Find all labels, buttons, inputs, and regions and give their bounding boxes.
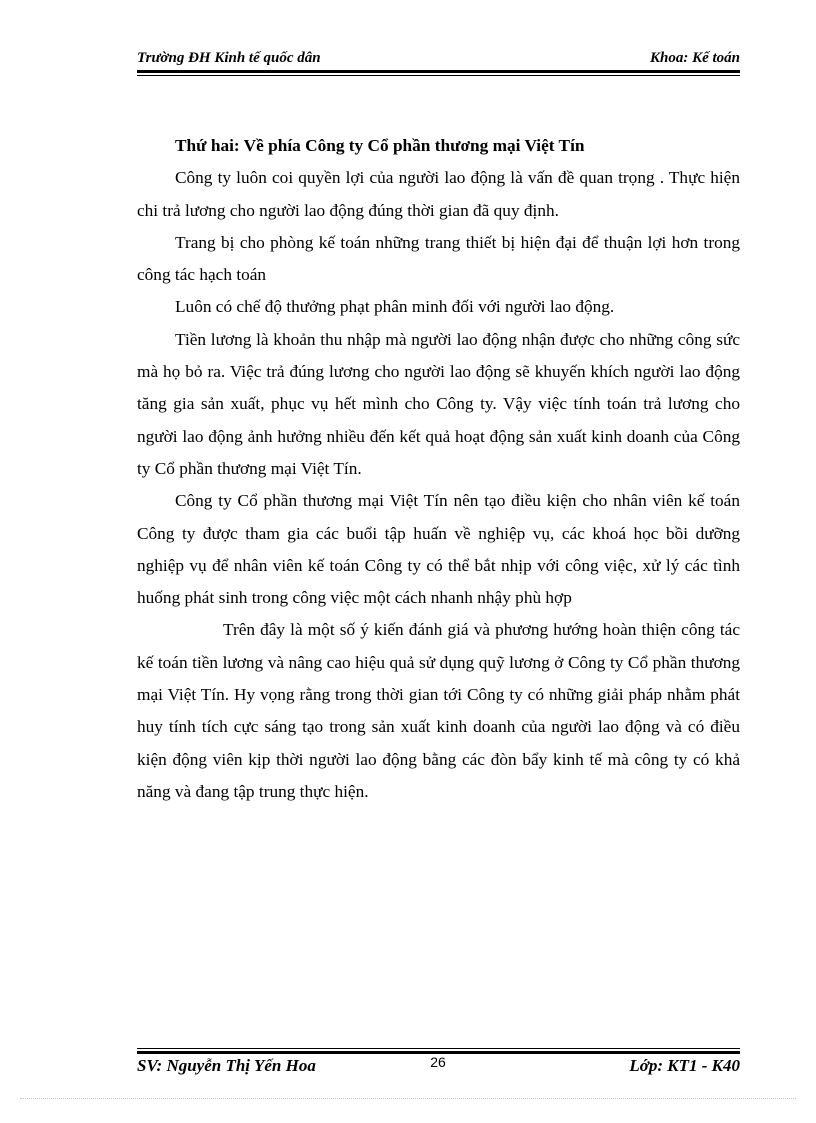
paragraph: Trang bị cho phòng kế toán những trang thiết bị hiện đại để thuận lợi hơn trong công tác hạch toán xyxy=(137,232,740,285)
page-footer xyxy=(137,1054,740,1078)
paragraph: Công ty luôn coi quyền lợi của người lao động là vấn đề quan trọng . Thực hiện chi trả lương cho người lao động đúng thời gian đã quy định. xyxy=(137,168,740,220)
header-school: Trường ĐH Kinh tế quốc dân xyxy=(137,50,321,66)
paragraph: Luôn có chế độ thưởng phạt phân minh đối với người lao động. xyxy=(175,297,615,317)
header-faculty: Khoa: Kế toán xyxy=(649,50,740,66)
paragraph: Công ty Cổ phần thương mại Việt Tín nên tạo điều kiện cho nhân viên kế toán Công ty được tham gia các buổi tập huấn về nghiệp vụ, các khoá học bồi dưỡng nghiệp vụ để nhân viên kế toán Công ty có thể bắt nhịp với công việc, xử lý các tình huống phát sinh trong công việc một cách nhanh nhậy phù hợp xyxy=(137,491,740,608)
header-rule-thick xyxy=(137,70,740,73)
page-number: 26 xyxy=(430,1054,446,1070)
page-header xyxy=(137,48,740,68)
header-rule-thin xyxy=(137,75,740,76)
footer-class: Lớp: KT1 - K40 xyxy=(629,1056,740,1075)
body-text xyxy=(137,130,740,808)
paragraph: Tiền lương là khoản thu nhập mà người lao động nhận được cho những công sức mà họ bỏ ra. Việc trả đúng lương cho người lao động sẽ khuyến khích người lao động tăng gia sản xuất, phục vụ hết mình cho Công ty. Vậy việc tính toán trả lương cho người lao động ảnh hưởng nhiều đến kết quả hoạt động sản xuất kinh doanh của Công ty Cổ phần thương mại Việt Tín. xyxy=(137,329,740,478)
page-boundary-line xyxy=(20,1098,796,1099)
footer-rule-thin xyxy=(137,1048,740,1049)
conclusion-paragraph: Trên đây là một số ý kiến đánh giá và phương hướng hoàn thiện công tác kế toán tiền lương và nâng cao hiệu quả sử dụng quỹ lương ở Công ty Cổ phần thương mại Việt Tín. Hy vọng rằng trong thời gian tới Công ty có những giải pháp nhằm phát huy tính tích cực sáng tạo trong sản xuất kinh doanh của người lao động và có điều kiện động viên kịp thời người lao động bằng các đòn bẩy kinh tế mà công ty có khả năng và đang tập trung thực hiện. xyxy=(137,620,740,801)
section-heading: Thứ hai: Về phía Công ty Cổ phần thương mại Việt Tín xyxy=(175,136,585,155)
footer-student: SV: Nguyễn Thị Yến Hoa xyxy=(137,1056,316,1075)
